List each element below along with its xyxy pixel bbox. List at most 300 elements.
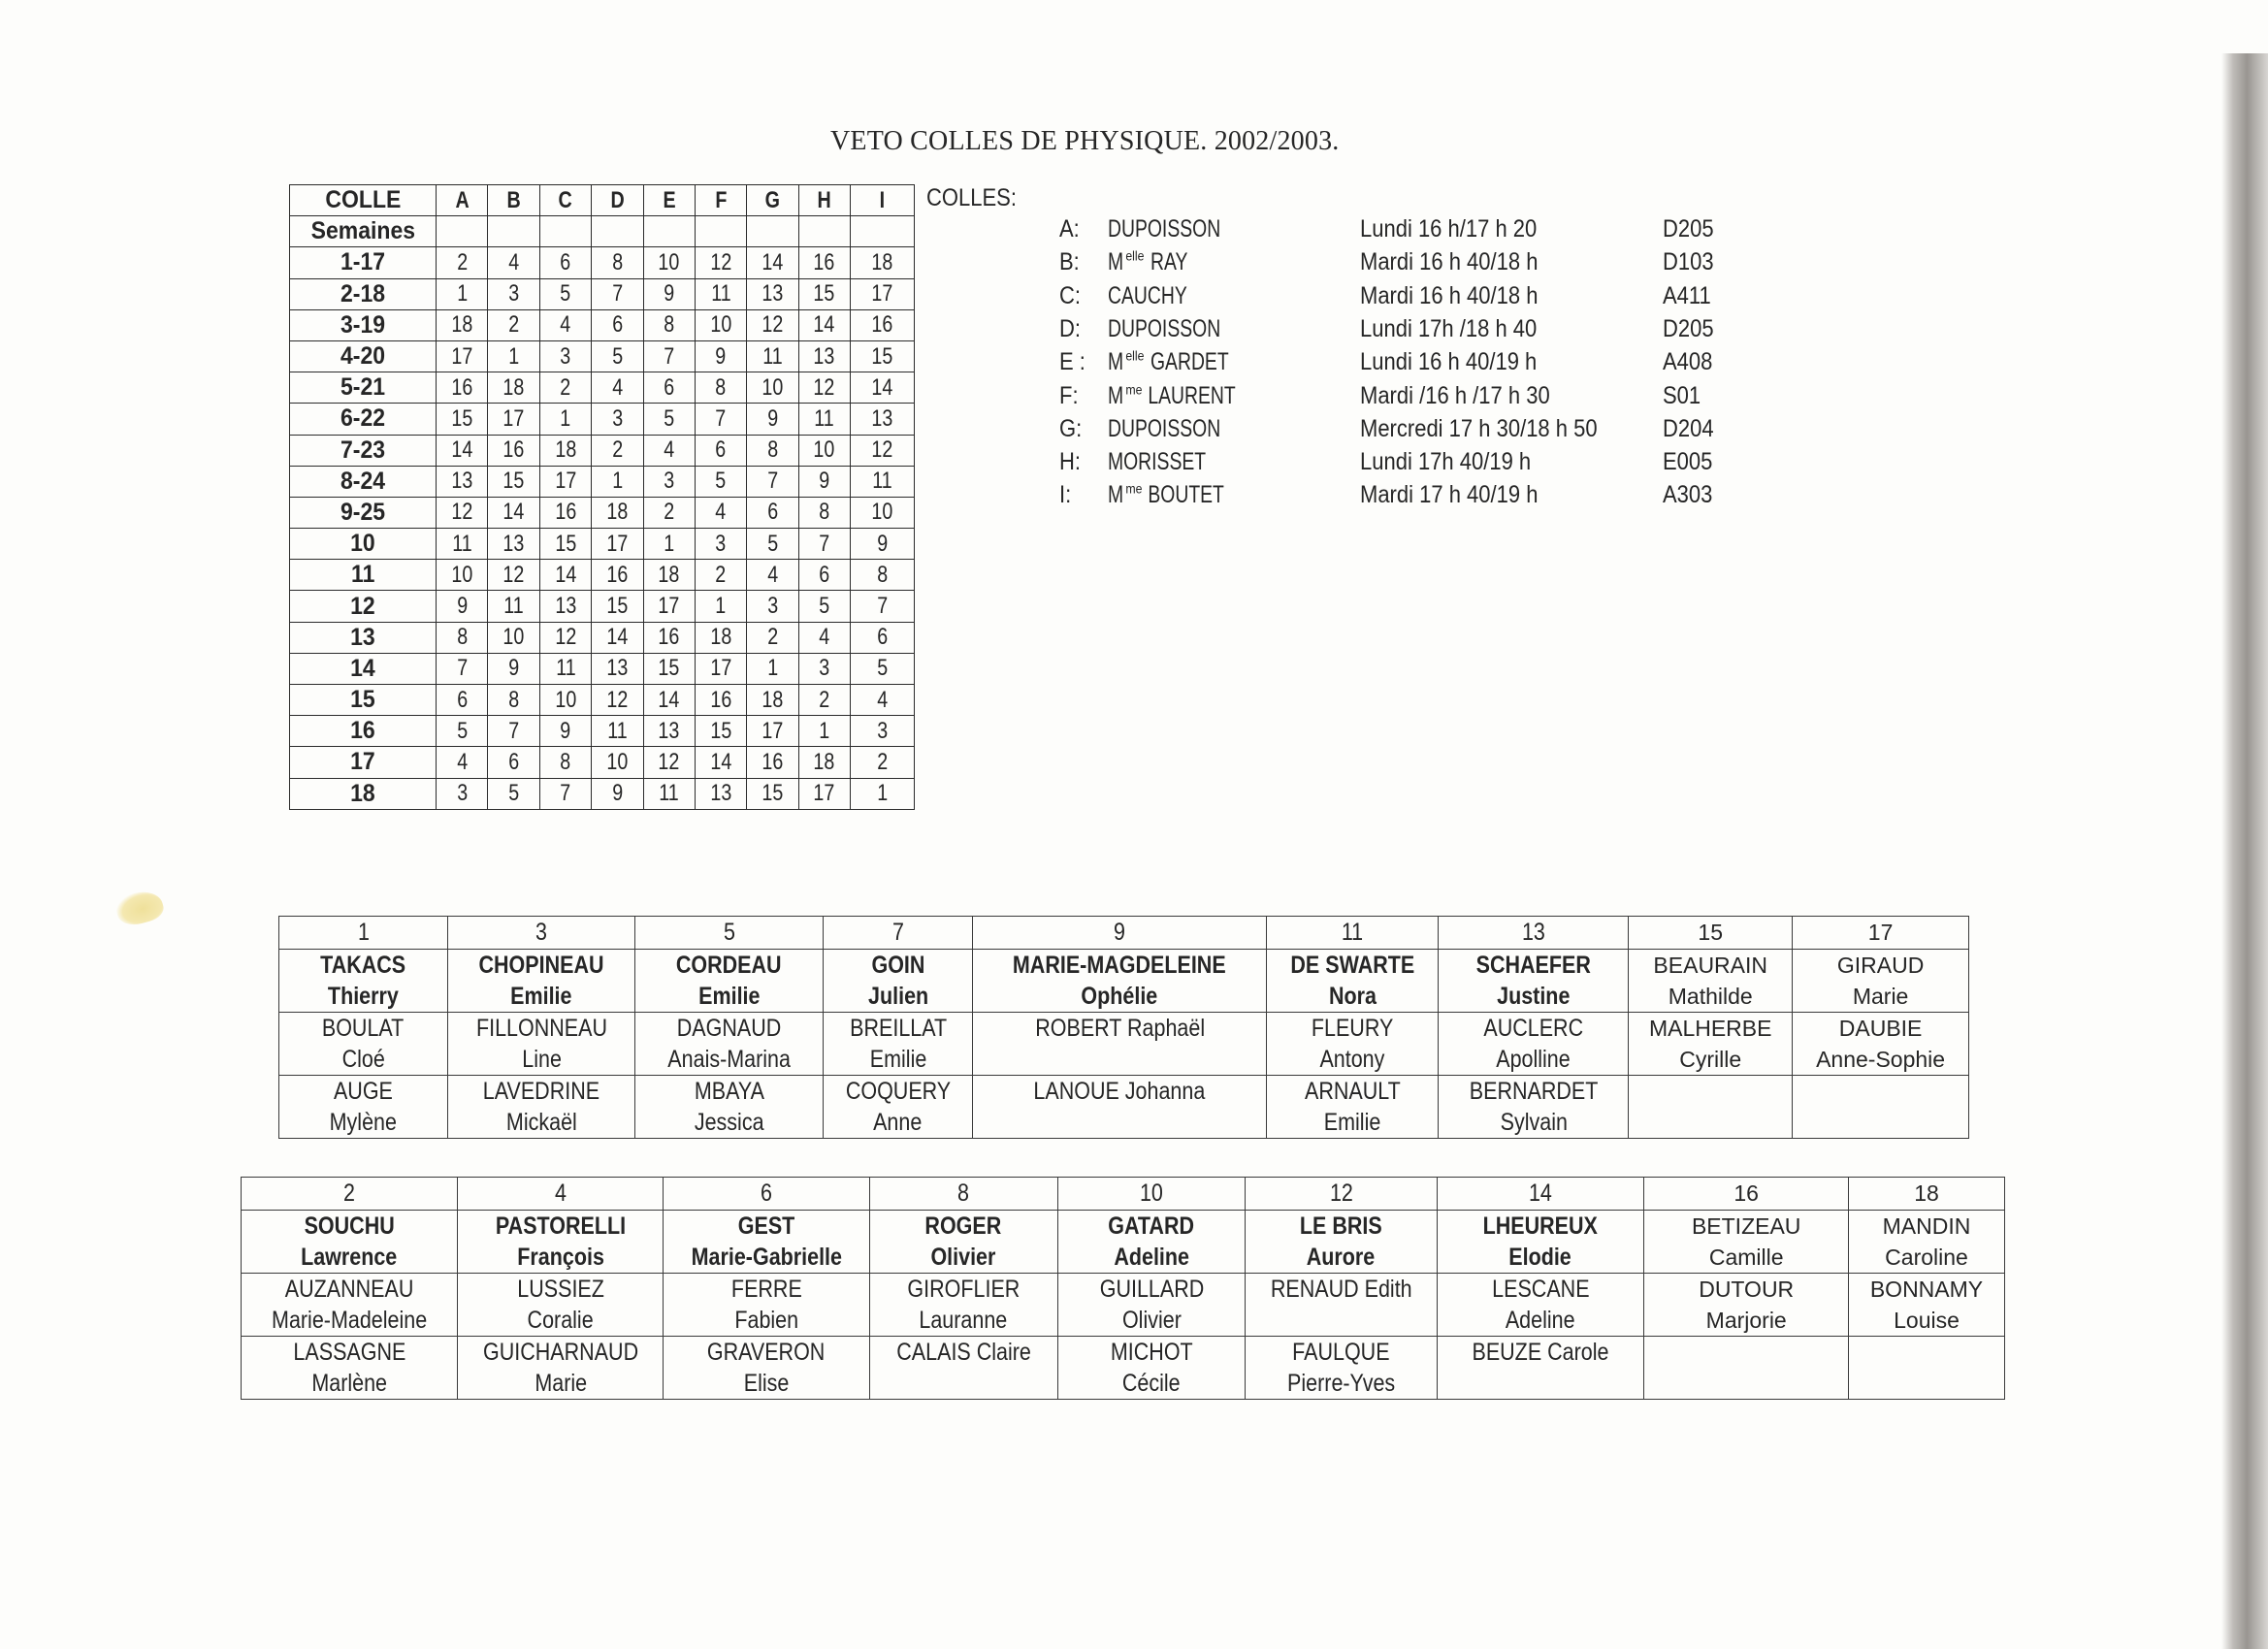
colle-column-header-text: B (506, 186, 521, 213)
student-firstname: François (516, 1244, 604, 1271)
group-number-cell-text: 16 (502, 436, 525, 464)
group-number-text: 5 (723, 919, 735, 946)
student-cell (1267, 950, 1439, 1013)
group-number-cell-text: 5 (611, 342, 623, 370)
student-line (1267, 1044, 1438, 1075)
group-number-cell (695, 591, 746, 622)
student-line (1793, 950, 1968, 981)
student-cell (1437, 1337, 1644, 1400)
student-surname: FERRE (730, 1276, 802, 1303)
student-line (242, 1305, 457, 1336)
group-number-cell-text: 18 (658, 561, 680, 588)
student-cell (869, 1211, 1057, 1274)
group-number-cell-text: 10 (555, 686, 576, 713)
student-surname: CHOPINEAU (478, 952, 604, 979)
student-line (973, 1107, 1266, 1138)
student-line (1058, 1305, 1245, 1336)
group-number-cell (643, 466, 695, 497)
group-number-cell (592, 247, 643, 278)
student-firstname: Louise (1894, 1308, 1960, 1333)
rotation-row (290, 278, 915, 309)
student-cell (635, 950, 824, 1013)
student-line (635, 1076, 823, 1107)
colle-column-header (695, 185, 746, 216)
student-firstname: Nora (1328, 983, 1377, 1010)
group-number-cell-text: 3 (508, 280, 520, 307)
group-number-cell (643, 716, 695, 747)
group-number-cell (592, 466, 643, 497)
group-number (1793, 917, 1969, 950)
group-number-cell-text: 6 (664, 373, 675, 401)
student-cell (1629, 1013, 1793, 1076)
scan-shadow-edge (2221, 53, 2268, 1649)
group-number-cell (437, 529, 488, 560)
group-number-cell-text: 8 (766, 436, 778, 464)
weeks-label (290, 591, 437, 622)
student-line (824, 1076, 972, 1107)
student-line (1267, 1013, 1438, 1044)
group-number-cell-text: 4 (508, 248, 520, 275)
student-line (448, 1013, 634, 1044)
group-number-cell-text: 14 (451, 436, 473, 464)
group-number-cell-text: 18 (871, 248, 893, 275)
student-line (458, 1242, 663, 1273)
student-line (242, 1242, 457, 1273)
student-cell (1644, 1337, 1849, 1400)
student-line (1439, 1076, 1628, 1107)
group-number-cell (488, 529, 539, 560)
student-surname: ROGER (924, 1212, 1002, 1240)
colle-schedule: Lundi 16 h/17 h 20 (1360, 215, 1538, 242)
student-line (1439, 1013, 1628, 1044)
student-firstname: Cloé (341, 1046, 385, 1073)
group-number-cell (798, 747, 850, 778)
group-number-cell (798, 309, 850, 340)
student-line (973, 1076, 1266, 1107)
group-number-cell (695, 309, 746, 340)
group-number (869, 1178, 1057, 1211)
group-number-cell (488, 716, 539, 747)
empty-cell (747, 216, 798, 247)
group-member-row (242, 1337, 2005, 1400)
student-cell (1267, 1013, 1439, 1076)
colle-schedule: Mardi 16 h 40/18 h (1360, 281, 1539, 309)
group-number-row (279, 917, 1969, 950)
student-firstname: Mylène (329, 1109, 398, 1136)
student-surname: SCHAEFER (1475, 952, 1591, 979)
colle-column-header-text: C (558, 186, 573, 213)
group-number-cell (798, 435, 850, 466)
student-surname: GUILLARD (1099, 1276, 1204, 1303)
group-number-cell (539, 247, 591, 278)
student-surname: FAULQUE (1292, 1339, 1390, 1366)
student-firstname: Emilie (1323, 1109, 1381, 1136)
group-number-cell-text: 17 (606, 530, 629, 557)
student-line (1793, 1044, 1968, 1075)
group-number-cell (798, 278, 850, 309)
group-number-cell-text: 18 (761, 686, 784, 713)
rotation-row (290, 497, 915, 528)
group-number-cell (747, 435, 798, 466)
student-firstname: Coralie (527, 1307, 594, 1334)
group-number-cell-text: 9 (508, 655, 520, 682)
student-line (1246, 1368, 1436, 1399)
weeks-label (290, 278, 437, 309)
group-number-cell (747, 372, 798, 404)
group-number-cell-text: 14 (502, 499, 525, 526)
group-number-cell (798, 404, 850, 435)
student-cell (635, 1013, 824, 1076)
group-number-cell (747, 747, 798, 778)
weeks-label-text: 11 (350, 561, 375, 589)
group-number-cell (592, 716, 643, 747)
group-number-text: 13 (1521, 919, 1545, 946)
colle-column-header-text: F (715, 186, 728, 213)
group-number (279, 917, 448, 950)
group-number-cell-text: 14 (606, 624, 629, 651)
group-number-cell (850, 622, 914, 653)
student-line (1793, 1076, 1968, 1107)
group-number-cell (437, 466, 488, 497)
colle-room: E005 (1663, 448, 1713, 476)
student-line (1644, 1242, 1848, 1273)
group-number-cell (850, 309, 914, 340)
group-number-cell-text: 14 (761, 248, 784, 275)
group-number-cell-text: 10 (710, 311, 731, 339)
groups-table-even (241, 1177, 2005, 1400)
rotation-subheader-row (290, 216, 915, 247)
student-cell (1629, 1076, 1793, 1139)
student-surname: GRAVERON (707, 1339, 826, 1366)
group-number-cell (695, 685, 746, 716)
student-cell (279, 950, 448, 1013)
colle-letter: A: (1059, 215, 1080, 242)
colle-examiner (1108, 315, 1236, 343)
student-cell (1246, 1274, 1437, 1337)
group-number-cell-text: 5 (876, 655, 888, 682)
group-number-text: 18 (1914, 1180, 1939, 1206)
group-number-cell-text: 1 (876, 780, 888, 807)
student-firstname: Julien (867, 983, 928, 1010)
student-surname: DAGNAUD (676, 1015, 782, 1042)
group-number-cell-text: 15 (658, 655, 680, 682)
student-line (1438, 1305, 1644, 1336)
group-number-cell (747, 778, 798, 809)
student-firstname: Sylvain (1500, 1109, 1568, 1136)
student-line (870, 1274, 1057, 1305)
empty-cell (695, 216, 746, 247)
group-number-cell-text: 6 (560, 248, 571, 275)
student-firstname: Apolline (1496, 1046, 1571, 1073)
group-number-cell (747, 466, 798, 497)
group-number-cell (798, 560, 850, 591)
student-line (458, 1305, 663, 1336)
student-surname: SOUCHU (304, 1212, 395, 1240)
colle-column-header-text: D (610, 186, 625, 213)
student-line (1629, 1044, 1792, 1075)
group-number-cell (539, 372, 591, 404)
group-number-cell-text: 12 (502, 561, 525, 588)
group-number-cell (643, 529, 695, 560)
student-line (279, 1076, 447, 1107)
group-number-cell-text: 7 (611, 280, 623, 307)
rotation-row (290, 466, 915, 497)
group-number-cell (488, 466, 539, 497)
group-number-cell-text: 4 (456, 748, 468, 775)
student-line (870, 1368, 1057, 1399)
student-cell (973, 1076, 1267, 1139)
group-number-cell (437, 247, 488, 278)
group-number-cell-text: 8 (611, 248, 623, 275)
student-line (1058, 1368, 1245, 1399)
student-cell (458, 1274, 664, 1337)
group-number-cell-text: 15 (502, 468, 525, 495)
student-surname: GATARD (1108, 1212, 1195, 1240)
student-surname: BERNARDET (1469, 1078, 1599, 1105)
group-number-cell (488, 340, 539, 372)
student-line (973, 1044, 1266, 1075)
student-surname: BOULAT (322, 1015, 405, 1042)
group-number-text: 9 (1114, 919, 1126, 946)
student-line (1849, 1242, 2004, 1273)
student-line (635, 950, 823, 981)
colle-column-header (747, 185, 798, 216)
weeks-label (290, 466, 437, 497)
group-number-cell-text: 12 (555, 624, 576, 651)
group-number-cell-text: 13 (658, 717, 680, 744)
group-number-cell (539, 435, 591, 466)
group-number-cell (643, 653, 695, 684)
student-firstname: Camille (1708, 1245, 1784, 1270)
student-firstname: Olivier (1121, 1307, 1182, 1334)
group-number-cell-text: 16 (761, 748, 784, 775)
student-line (1058, 1211, 1245, 1242)
group-number-cell-text: 9 (876, 530, 888, 557)
student-firstname: Emilie (697, 983, 761, 1010)
group-number-cell-text: 10 (871, 499, 893, 526)
group-number-cell (539, 529, 591, 560)
group-number (1629, 917, 1793, 950)
group-number-cell-text: 5 (560, 280, 571, 307)
group-number-cell-text: 2 (876, 748, 888, 775)
group-number-cell (437, 340, 488, 372)
group-number-cell (695, 747, 746, 778)
group-number-cell (798, 653, 850, 684)
student-surname: MICHOT (1110, 1339, 1193, 1366)
rotation-row (290, 247, 915, 278)
group-number-cell (695, 560, 746, 591)
group-member-row (279, 1013, 1969, 1076)
group-member-row (279, 1076, 1969, 1139)
student-line (824, 1107, 972, 1138)
colle-column-header-text: G (764, 186, 781, 213)
student-cell (973, 1013, 1267, 1076)
group-number-cell-text: 12 (451, 499, 473, 526)
rotation-header-row (290, 185, 915, 216)
colle-schedule: Lundi 17h /18 h 40 (1360, 314, 1538, 342)
student-cell (1793, 950, 1969, 1013)
colle-examiner (1108, 248, 1192, 276)
student-surname: BETIZEAU (1691, 1213, 1801, 1239)
student-surname: ARNAULT (1304, 1078, 1401, 1105)
student-line (870, 1242, 1057, 1273)
group-number-cell-text: 7 (876, 593, 888, 620)
group-number-cell-text: 11 (872, 468, 892, 495)
group-number-cell (643, 622, 695, 653)
group-number-cell (695, 653, 746, 684)
colles-heading: COLLES: (926, 184, 1017, 211)
student-cell (279, 1013, 448, 1076)
student-firstname: Antony (1319, 1046, 1385, 1073)
student-line (664, 1305, 868, 1336)
group-number-cell-text: 10 (451, 561, 473, 588)
group-number-cell (747, 622, 798, 653)
weeks-label-text: 13 (350, 623, 375, 651)
student-surname: BEAURAIN (1653, 953, 1768, 978)
student-line (1629, 981, 1792, 1012)
group-number-cell-text: 16 (606, 561, 629, 588)
examiner-name: DUPOISSON (1108, 414, 1221, 442)
group-number-cell (695, 497, 746, 528)
student-line (664, 1274, 868, 1305)
student-firstname: Adeline (1506, 1307, 1575, 1334)
group-number-cell-text: 17 (658, 593, 680, 620)
group-number-cell-text: 3 (876, 717, 888, 744)
group-number-cell (643, 435, 695, 466)
examiner-title: M (1108, 481, 1124, 509)
group-number-cell-text: 14 (813, 311, 835, 339)
weeks-label-text: 4-20 (340, 342, 386, 371)
group-number (1644, 1178, 1849, 1211)
student-cell (973, 950, 1267, 1013)
student-line (824, 1013, 972, 1044)
student-line (1793, 981, 1968, 1012)
colle-letter: F: (1059, 381, 1079, 409)
colle-room: A303 (1663, 481, 1713, 509)
student-cell (1644, 1211, 1849, 1274)
group-number-cell-text: 2 (766, 624, 778, 651)
student-surname: DAUBIE (1838, 1016, 1923, 1041)
student-line (279, 1107, 447, 1138)
colle-letter: D: (1059, 314, 1081, 342)
examiner-title-suffix: me (1125, 381, 1143, 398)
student-cell (1439, 950, 1629, 1013)
student-cell (1246, 1211, 1437, 1274)
weeks-label (290, 653, 437, 684)
group-number-cell (437, 653, 488, 684)
student-cell (664, 1211, 869, 1274)
group-number-cell-text: 12 (761, 311, 784, 339)
group-number-cell-text: 7 (819, 530, 830, 557)
student-surname: FLEURY (1311, 1015, 1394, 1042)
group-number-cell (643, 685, 695, 716)
student-line (1644, 1337, 1848, 1368)
group-number-cell (539, 653, 591, 684)
group-number-cell-text: 4 (766, 561, 778, 588)
group-number-cell (747, 529, 798, 560)
group-number-cell (643, 497, 695, 528)
colle-schedule: Mercredi 17 h 30/18 h 50 (1360, 414, 1598, 442)
student-line (664, 1211, 868, 1242)
student-surname: MALHERBE (1648, 1016, 1772, 1041)
student-firstname: Line (521, 1046, 562, 1073)
group-number-cell-text: 18 (451, 311, 473, 339)
student-line (635, 1107, 823, 1138)
student-firstname: Marlène (311, 1370, 387, 1397)
group-number-cell-text: 8 (876, 561, 888, 588)
colle-examiner (1108, 282, 1198, 310)
group-number-cell-text: 15 (606, 593, 629, 620)
student-cell (458, 1211, 664, 1274)
group-number-cell (488, 404, 539, 435)
group-number-cell (643, 372, 695, 404)
group-number-cell-text: 17 (761, 717, 784, 744)
group-number-cell (437, 497, 488, 528)
colle-letter: C: (1059, 281, 1081, 309)
rotation-row (290, 622, 915, 653)
student-surname: GOIN (871, 952, 925, 979)
student-line (1629, 1076, 1792, 1107)
group-number-cell (850, 278, 914, 309)
weeks-label (290, 716, 437, 747)
student-line (448, 1107, 634, 1138)
group-number-cell-text: 2 (508, 311, 520, 339)
student-firstname: Marie (534, 1370, 587, 1397)
group-number-text: 12 (1329, 1180, 1353, 1207)
group-number-cell-text: 9 (560, 717, 571, 744)
colle-room: S01 (1663, 381, 1701, 409)
group-number-cell-text: 14 (555, 561, 576, 588)
group-number-cell-text: 17 (871, 280, 893, 307)
group-number-cell (488, 653, 539, 684)
colle-schedule: Mardi 17 h 40/19 h (1360, 481, 1539, 509)
student-line (1246, 1211, 1436, 1242)
student-surname: MANDIN (1882, 1213, 1971, 1239)
colle-room: D205 (1663, 215, 1714, 242)
group-number-cell (850, 372, 914, 404)
group-number-cell (850, 685, 914, 716)
group-number-cell (798, 716, 850, 747)
group-number-cell-text: 11 (452, 530, 472, 557)
student-cell (279, 1076, 448, 1139)
student-line (1849, 1337, 2004, 1368)
weeks-label-text: 7-23 (340, 436, 386, 464)
examiner-title: M (1108, 248, 1124, 276)
group-number (973, 917, 1267, 950)
group-number-cell (488, 622, 539, 653)
group-leader-row (279, 950, 1969, 1013)
group-number-cell (539, 747, 591, 778)
student-line (1438, 1337, 1644, 1368)
student-line (1438, 1242, 1644, 1273)
student-line (458, 1274, 663, 1305)
student-firstname: Elise (743, 1370, 790, 1397)
group-number-cell-text: 5 (819, 593, 830, 620)
group-number-cell-text: 16 (451, 373, 473, 401)
student-line (279, 1044, 447, 1075)
student-line (973, 950, 1266, 981)
group-number-cell-text: 11 (814, 404, 834, 432)
rotation-row (290, 435, 915, 466)
group-number-cell (798, 778, 850, 809)
group-number-cell (850, 747, 914, 778)
student-cell (1437, 1211, 1644, 1274)
student-surname: CALAIS Claire (896, 1339, 1031, 1366)
examiner-title: M (1108, 348, 1124, 376)
group-number-cell (643, 591, 695, 622)
group-number-text: 2 (343, 1180, 356, 1207)
colle-schedule: Mardi /16 h /17 h 30 (1360, 381, 1550, 409)
